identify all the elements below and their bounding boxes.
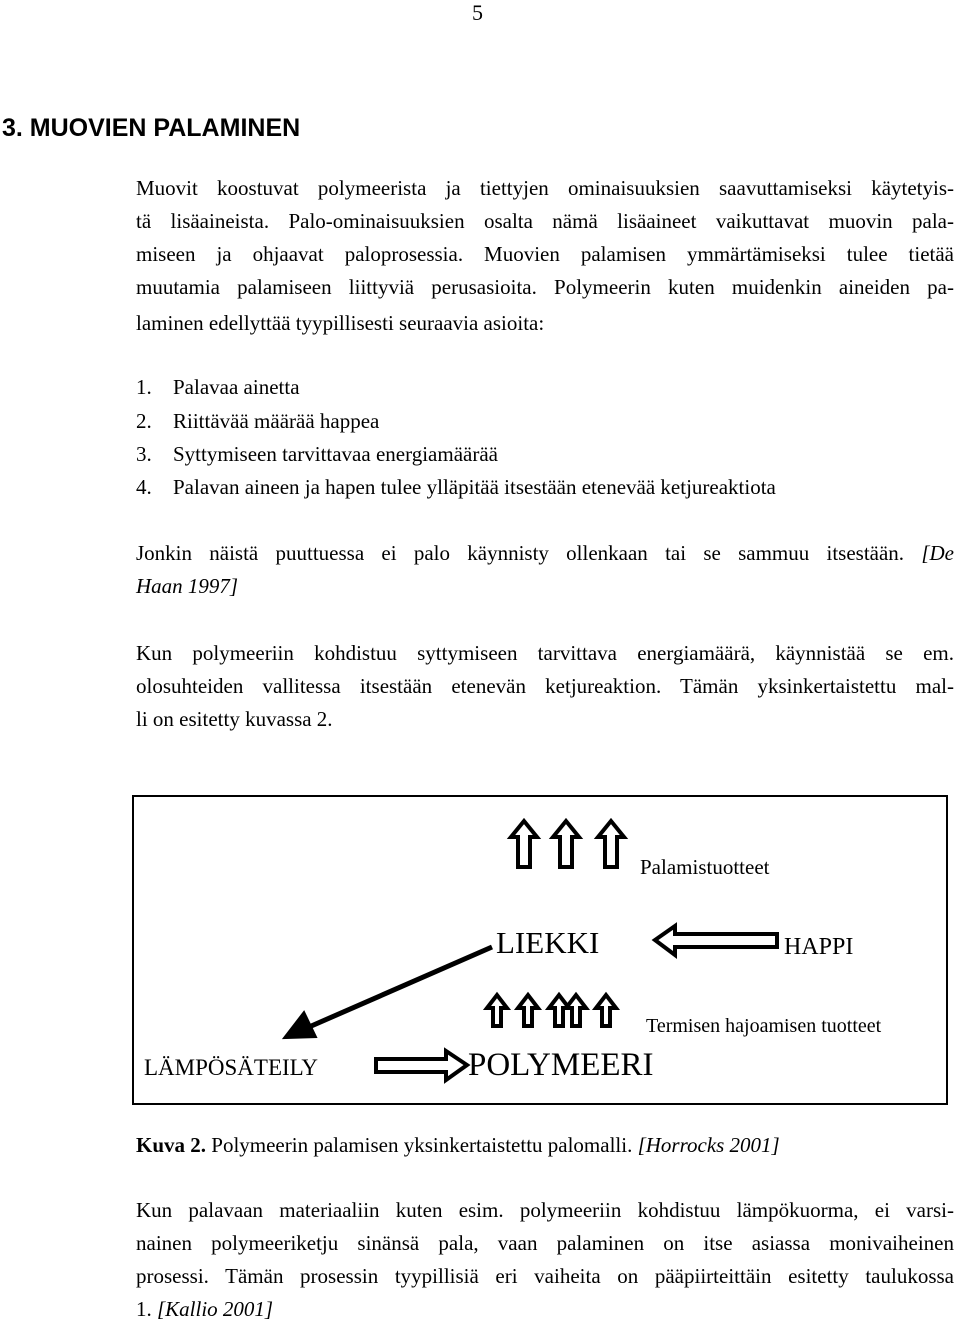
products-up-arrow [553,821,579,867]
section-title: 3. MUOVIEN PALAMINEN [2,114,301,142]
oxygen-label: HAPPI [784,934,854,960]
para4-line: Kun palavaan materiaaliin kuten esim. polymeeriin kohdistuu lämpökuorma, ei varsi- [136,1198,954,1222]
figure-caption [136,1129,780,1162]
decomposition-label: Termisen hajoamisen tuotteet [646,1015,882,1037]
para3-line: li on esitetty kuvassa 2. [136,707,333,731]
decomposition-up-arrow [566,995,586,1026]
list-item [136,371,300,404]
list-item [136,438,498,471]
list-item [136,471,776,504]
para2-line [136,537,954,570]
intro-line: tä lisäaineista. Palo-ominaisuuksien osalta nämä lisäaineet vaikuttavat muovin pala- [136,209,954,233]
decomposition-up-arrow [487,995,507,1026]
citation: [Kallio 2001] [157,1297,274,1321]
list-item-number: 4. [136,475,152,499]
intro-line: muutamia palamiseen liittyviä perusasioita. Polymeerin kuten muidenkin aineiden pa- [136,275,954,299]
para4-text: 1. [136,1297,152,1321]
list-item-text: Riittävää määrää happea [173,409,380,433]
citation: Haan 1997] [136,574,239,598]
citation: [De [921,541,954,565]
list-item [136,405,380,438]
para4-last-line [136,1293,273,1326]
caption-text: Polymeerin palamisen yksinkertaistettu palomalli. [211,1133,633,1157]
para4-line: nainen polymeeriketju sinänsä pala, vaan palaminen on itse asiassa monivaiheinen [136,1231,954,1255]
para3-line: olosuhteiden vallitessa itsestään etenevän ketjureaktion. Tämän yksinkertaistettu mal- [136,674,954,698]
radiation-label: LÄMPÖSÄTEILY [144,1055,319,1080]
radiation-to-polymer-arrow [376,1051,467,1080]
para4-line: prosessi. Tämän prosessin tyypillisiä eri vaiheita on pääpiirteittäin esitetty taulukossa [136,1264,954,1288]
oxygen-left-arrow [655,926,777,955]
decomposition-up-arrow [549,995,569,1026]
intro-line: Muovit koostuvat polymeerista ja tiettyjen ominaisuuksien saavuttamiseksi käytetyis- [136,176,954,200]
list-item-number: 3. [136,442,152,466]
products-up-arrow [511,821,537,867]
list-item-number: 2. [136,409,152,433]
para2-text: Jonkin näistä puuttuessa ei palo käynnisty ollenkaan tai se sammuu itsestään. [136,541,905,565]
para3-line: Kun polymeeriin kohdistuu syttymiseen tarvittava energiamäärä, käynnistää se em. [136,641,954,665]
radiation-arrow [284,947,492,1038]
intro-line: laminen edellyttää tyypillisesti seuraavia asioita: [136,311,545,335]
list-item-number: 1. [136,375,152,399]
decomposition-up-arrow [596,995,616,1026]
list-item-text: Syttymiseen tarvittavaa energiamäärää [173,442,498,466]
caption-citation: [Horrocks 2001] [637,1133,780,1157]
polymer-label: POLYMEERI [468,1047,654,1083]
intro-line: miseen ja ohjaavat paloprosessia. Muovien palamisen ymmärtämiseksi tulee tietää [136,242,954,266]
caption-label: Kuva 2. [136,1133,207,1157]
list-item-text: Palavan aineen ja hapen tulee ylläpitää itsestään etenevää ketjureaktiota [173,475,776,499]
products-label: Palamistuotteet [640,855,770,879]
products-up-arrow [598,821,624,867]
combustion-model-figure [132,795,948,1105]
page-number: 5 [472,0,483,25]
list-item-text: Palavaa ainetta [173,375,300,399]
decomposition-up-arrow [518,995,538,1026]
flame-label: LIEKKI [496,925,600,960]
